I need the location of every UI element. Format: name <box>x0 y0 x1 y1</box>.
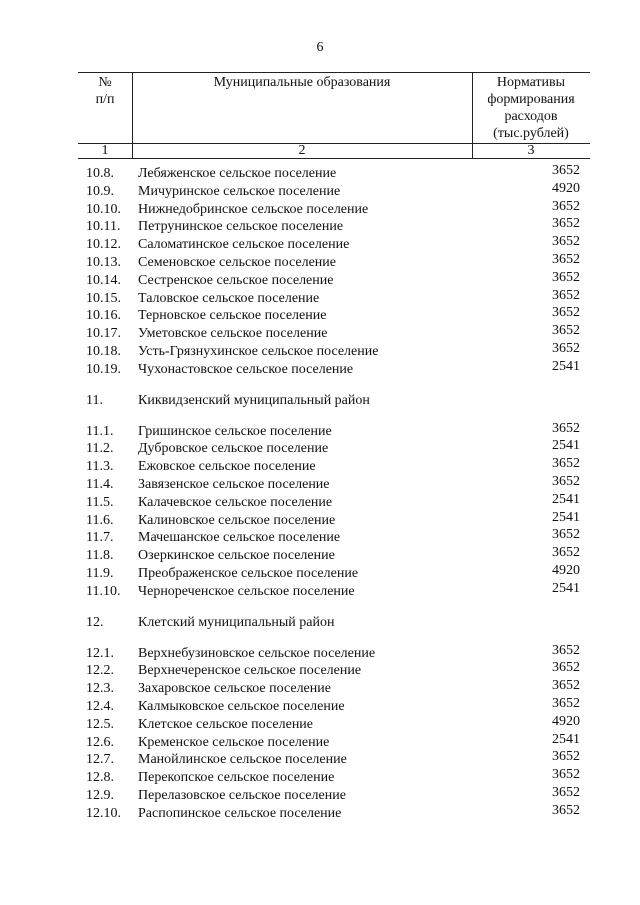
column-number-3: 3 <box>527 143 535 158</box>
row-number: 12.7. <box>86 752 114 768</box>
row-value: 3652 <box>552 456 580 472</box>
row-name: Уметовское сельское поселение <box>138 326 328 342</box>
table-row <box>0 165 640 183</box>
table-row <box>0 731 640 752</box>
row-number: 10.19. <box>86 361 121 377</box>
table-row <box>0 695 640 716</box>
row-number: 12.2. <box>86 663 114 679</box>
row-name: Гришинское сельское поселение <box>138 423 332 439</box>
table-row <box>0 580 640 601</box>
header-bottom-rule <box>78 158 590 159</box>
table-row <box>0 458 640 476</box>
row-name: Верхнечеренское сельское поселение <box>138 663 362 679</box>
row-value: 3652 <box>552 660 580 676</box>
section-heading <box>0 601 640 645</box>
table-header <box>78 72 590 157</box>
row-name: Мичуринское сельское поселение <box>138 183 341 199</box>
table-row <box>0 198 640 219</box>
header-norm-column <box>472 74 590 142</box>
table-row <box>0 642 640 663</box>
table-row <box>0 473 640 494</box>
row-number: 11.5. <box>86 494 114 510</box>
table-row <box>0 287 640 308</box>
row-number: 10.15. <box>86 290 121 306</box>
row-value: 2541 <box>552 438 580 454</box>
table-row <box>0 307 640 325</box>
row-value: 3652 <box>552 305 580 321</box>
table-row <box>0 680 640 698</box>
table-row <box>0 713 640 734</box>
row-name: Таловское сельское поселение <box>138 290 320 306</box>
row-number: 11.3. <box>86 459 114 475</box>
row-name: Саломатинское сельское поселение <box>138 237 350 253</box>
row-value: 3652 <box>552 420 580 436</box>
row-name: Перекопское сельское поселение <box>138 770 335 786</box>
row-name: Калачевское сельское поселение <box>138 494 333 510</box>
header-norm-line: формирования <box>487 92 575 107</box>
row-value: 3652 <box>552 323 580 339</box>
row-name: Семеновское сельское поселение <box>138 254 337 270</box>
row-number: 11.4. <box>86 476 114 492</box>
table-row <box>0 269 640 290</box>
row-number: 12.9. <box>86 787 114 803</box>
row-value: 3652 <box>552 767 580 783</box>
row-number: 10.9. <box>86 183 114 199</box>
row-value: 3652 <box>552 473 580 489</box>
row-number: 11.2. <box>86 441 114 457</box>
row-name: Сестренское сельское поселение <box>138 272 334 288</box>
row-name: Дубровское сельское поселение <box>138 441 329 457</box>
row-number: 10.14. <box>86 272 121 288</box>
row-value: 4920 <box>552 180 580 196</box>
row-value: 3652 <box>552 340 580 356</box>
row-number: 10.12. <box>86 237 121 253</box>
row-name: Кременское сельское поселение <box>138 734 330 750</box>
header-norm-line: Нормативы <box>496 75 566 90</box>
column-number-2: 2 <box>298 143 306 158</box>
header-name-column: Муниципальные образования <box>213 75 391 90</box>
row-name: Манойлинское сельское поселение <box>138 752 347 768</box>
row-name: Озеркинское сельское поселение <box>138 548 335 564</box>
row-value: 3652 <box>552 287 580 303</box>
table-row <box>0 325 640 343</box>
row-number: 11.9. <box>86 565 114 581</box>
header-number-sign: № <box>98 75 112 90</box>
table-row <box>0 358 640 379</box>
row-value: 3652 <box>552 269 580 285</box>
row-number: 10.17. <box>86 326 121 342</box>
row-number: 11.7. <box>86 530 114 546</box>
row-value: 4920 <box>552 562 580 578</box>
row-name: Чухонастовское сельское поселение <box>138 361 354 377</box>
row-name: Петрунинское сельское поселение <box>138 219 344 235</box>
row-name: Лебяженское сельское поселение <box>138 166 337 181</box>
table-row <box>0 251 640 272</box>
row-value: 3652 <box>552 749 580 765</box>
row-name: Чернореченское сельское поселение <box>138 583 355 599</box>
row-name: Перелазовское сельское поселение <box>138 787 346 803</box>
row-number: 10.8. <box>86 166 114 181</box>
row-number: 10.13. <box>86 254 121 270</box>
row-value: 3652 <box>552 234 580 250</box>
row-number: 12.1. <box>86 645 114 661</box>
row-name: Калиновское сельское поселение <box>138 512 336 528</box>
row-name: Усть-Грязнухинское сельское поселение <box>138 343 379 359</box>
row-value: 3652 <box>552 695 580 711</box>
header-number-column <box>78 74 132 108</box>
section-title: Киквидзенский муниципальный район <box>138 392 370 408</box>
row-name: Мачешанское сельское поселение <box>138 530 341 546</box>
table-row <box>0 562 640 583</box>
table-row <box>0 751 640 769</box>
row-name: Завязенское сельское поселение <box>138 476 330 492</box>
row-number: 10.18. <box>86 343 121 359</box>
header-norm-line: (тыс.рублей) <box>493 126 569 141</box>
row-value: 3652 <box>552 545 580 561</box>
header-number-abbrev: п/п <box>95 92 115 107</box>
row-value: 2541 <box>552 358 580 374</box>
row-value: 3652 <box>552 642 580 658</box>
page-number: 6 <box>316 40 324 55</box>
row-name: Распопинское сельское поселение <box>138 805 342 821</box>
row-number: 12.10. <box>86 805 121 821</box>
row-name: Клетское сельское поселение <box>138 716 314 732</box>
row-name: Захаровское сельское поселение <box>138 681 331 697</box>
row-number: 12.5. <box>86 716 114 732</box>
row-name: Преображенское сельское поселение <box>138 565 359 581</box>
table-row <box>0 784 640 805</box>
table-row <box>0 440 640 458</box>
row-number: 12.4. <box>86 698 114 714</box>
row-number: 11.8. <box>86 548 114 564</box>
section-number: 12. <box>86 614 104 630</box>
row-name: Нижнедобринское сельское поселение <box>138 201 369 217</box>
row-number: 11.6. <box>86 512 114 528</box>
table-row <box>0 547 640 565</box>
table-body <box>0 165 640 823</box>
row-number: 11.1. <box>86 423 114 439</box>
table-row <box>0 340 640 361</box>
header-top-rule <box>78 72 590 73</box>
table-row <box>0 218 640 236</box>
row-value: 2541 <box>552 731 580 747</box>
row-number: 11.10. <box>86 583 121 599</box>
table-row <box>0 802 640 823</box>
row-value: 3652 <box>552 216 580 232</box>
row-name: Верхнебузиновское сельское поселение <box>138 645 376 661</box>
section-heading <box>0 379 640 423</box>
section-title: Клетский муниципальный район <box>138 614 335 630</box>
row-value: 3652 <box>552 527 580 543</box>
table-row <box>0 662 640 680</box>
table-row <box>0 420 640 441</box>
table-row <box>0 180 640 201</box>
row-value: 3652 <box>552 802 580 818</box>
row-value: 3652 <box>552 163 580 178</box>
table-row <box>0 769 640 787</box>
row-value: 2541 <box>552 580 580 596</box>
table-row <box>0 529 640 547</box>
row-number: 12.8. <box>86 770 114 786</box>
table-row <box>0 509 640 530</box>
section-number: 11. <box>86 392 103 408</box>
row-value: 3652 <box>552 678 580 694</box>
row-value: 2541 <box>552 491 580 507</box>
row-name: Ежовское сельское поселение <box>138 459 316 475</box>
row-value: 3652 <box>552 198 580 214</box>
row-number: 12.3. <box>86 681 114 697</box>
row-number: 10.10. <box>86 201 121 217</box>
row-number: 10.11. <box>86 219 121 235</box>
row-value: 3652 <box>552 251 580 267</box>
row-value: 3652 <box>552 784 580 800</box>
header-norm-line: расходов <box>504 109 558 124</box>
row-value: 2541 <box>552 509 580 525</box>
row-name: Терновское сельское поселение <box>138 308 327 324</box>
row-name: Калмыковское сельское поселение <box>138 698 345 714</box>
row-value: 4920 <box>552 713 580 729</box>
table-row <box>0 491 640 512</box>
table-row <box>0 236 640 254</box>
column-number-1: 1 <box>101 143 109 158</box>
row-number: 12.6. <box>86 734 114 750</box>
row-number: 10.16. <box>86 308 121 324</box>
